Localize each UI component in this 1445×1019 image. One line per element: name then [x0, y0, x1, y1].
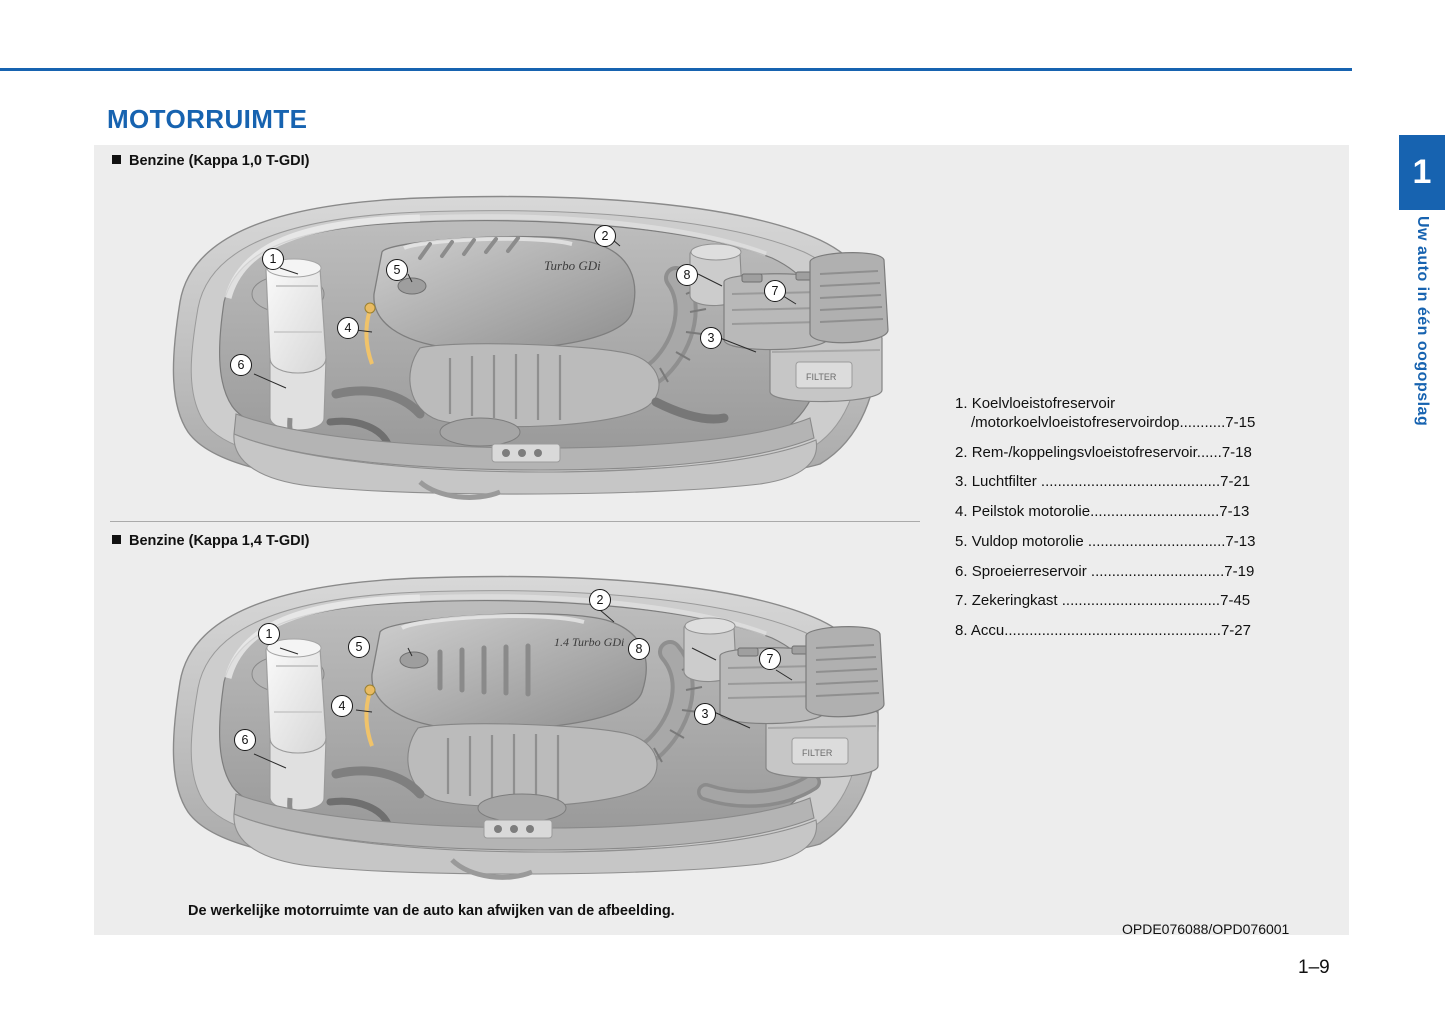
callout-3-engine2: 3 [694, 703, 716, 725]
legend-item-4-page: 7-13 [1219, 503, 1250, 520]
legend-item-8 [955, 622, 1350, 641]
engine-bay-illustration-1-0-tgdi [120, 182, 910, 502]
engine-bay-illustration-1-4-tgdi [122, 560, 912, 880]
callout-7-engine1: 7 [764, 280, 786, 302]
legend-item-8-number: 8. [955, 622, 968, 639]
legend-item-2-label: Rem-/koppelingsvloeistofreservoir [971, 443, 1197, 461]
svg-text:FILTER: FILTER [806, 372, 837, 382]
legend-item-5-page: 7-13 [1225, 532, 1256, 550]
legend-item-2-dots: ...... [1196, 443, 1222, 461]
callout-5-engine2: 5 [348, 636, 370, 658]
callout-4-engine1: 4 [337, 317, 359, 339]
callout-2-engine1: 2 [594, 225, 616, 247]
section-heading-1-0-tgdi [112, 153, 309, 169]
page-number: 1–9 [1298, 957, 1330, 978]
legend-item-7-dots: ...................................... [1061, 592, 1221, 610]
legend-item-6-page: 7-19 [1224, 562, 1255, 580]
callout-4-engine2: 4 [331, 695, 353, 717]
legend-item-6-number: 6. [955, 562, 968, 580]
callout-5-engine1: 5 [386, 259, 408, 281]
square-bullet-icon [112, 535, 121, 544]
callout-1-engine1: 1 [262, 248, 284, 270]
callout-8-engine1: 8 [676, 264, 698, 286]
callout-7-engine2: 7 [759, 648, 781, 670]
chapter-tab [1399, 135, 1445, 210]
legend-item-3-number: 3. [955, 473, 968, 491]
section-divider [110, 521, 920, 522]
legend-item-6-label: Sproeierreservoir [971, 562, 1087, 580]
legend-item-3-page: 7-21 [1220, 473, 1251, 491]
legend-item-5-label: Vuldop motorolie [971, 532, 1084, 550]
chapter-side-label [1399, 212, 1445, 492]
square-bullet-icon [112, 155, 121, 164]
legend-item-8-page: 7-27 [1220, 622, 1251, 639]
legend-item-3-label: Luchtfilter [971, 473, 1037, 491]
svg-text:FILTER: FILTER [802, 748, 833, 758]
legend-item-5-number: 5. [955, 532, 968, 550]
header-rule [0, 68, 1352, 71]
svg-text:Turbo GDi: Turbo GDi [544, 258, 601, 273]
chapter-side-label-text: Uw auto in één oogopslag [1414, 216, 1431, 427]
legend-item-1-page: 7-15 [1225, 413, 1256, 431]
legend-item-7-label: Zekeringkast [971, 592, 1058, 610]
legend-item-5 [955, 533, 1350, 552]
legend-item-6-dots: ................................ [1090, 562, 1225, 580]
callout-8-engine2: 8 [628, 638, 650, 660]
callout-1-engine2: 1 [258, 623, 280, 645]
legend-item-3-dots: ........................................... [1040, 473, 1221, 491]
legend-item-2-page: 7-18 [1221, 443, 1252, 461]
legend-item-7-number: 7. [955, 592, 968, 610]
callout-3-engine1: 3 [700, 327, 722, 349]
legend-item-4-label: Peilstok motorolie [971, 503, 1091, 520]
page-title: MOTORRUIMTE [107, 104, 308, 134]
legend-item-2-number: 2. [955, 443, 968, 461]
section-heading-2-text: Benzine (Kappa 1,4 T-GDI) [129, 533, 310, 549]
section-heading-1-4-tgdi [112, 533, 309, 549]
legend-list [955, 395, 1350, 652]
legend-item-4-number: 4. [955, 503, 968, 520]
callout-6-engine1: 6 [230, 354, 252, 376]
legend-item-1-label: Koelvloeistofreservoir [971, 395, 1116, 412]
legend-item-1-dots: ........... [1179, 413, 1226, 431]
legend-item-6 [955, 563, 1350, 582]
legend-item-1-label2: /motorkoelvloeistofreservoirdop [971, 413, 1180, 431]
legend-item-5-dots: ................................. [1087, 532, 1226, 550]
illustration-footnote: De werkelijke motorruimte van de auto kan afwijken van de afbeelding. [188, 903, 675, 919]
legend-item-8-label: Accu [970, 622, 1005, 639]
legend-item-8-dots: .................................................... [1004, 622, 1221, 639]
legend-item-7-page: 7-45 [1220, 592, 1251, 610]
legend-item-7 [955, 592, 1350, 611]
legend-item-1-label-line2 [955, 414, 1350, 433]
legend-item-4 [955, 503, 1350, 522]
legend-item-4-dots: ............................... [1090, 503, 1220, 520]
chapter-number: 1 [1412, 153, 1432, 191]
callout-6-engine2: 6 [234, 729, 256, 751]
document-code: OPDE076088/OPD076001 [1122, 921, 1290, 937]
legend-item-2 [955, 444, 1350, 463]
legend-item-1 [955, 395, 1350, 433]
section-heading-1-text: Benzine (Kappa 1,0 T-GDI) [129, 153, 310, 169]
callout-2-engine2: 2 [589, 589, 611, 611]
legend-item-3 [955, 473, 1350, 492]
legend-item-1-number: 1. [955, 395, 968, 412]
svg-text:1.4 Turbo GDi: 1.4 Turbo GDi [554, 635, 625, 649]
